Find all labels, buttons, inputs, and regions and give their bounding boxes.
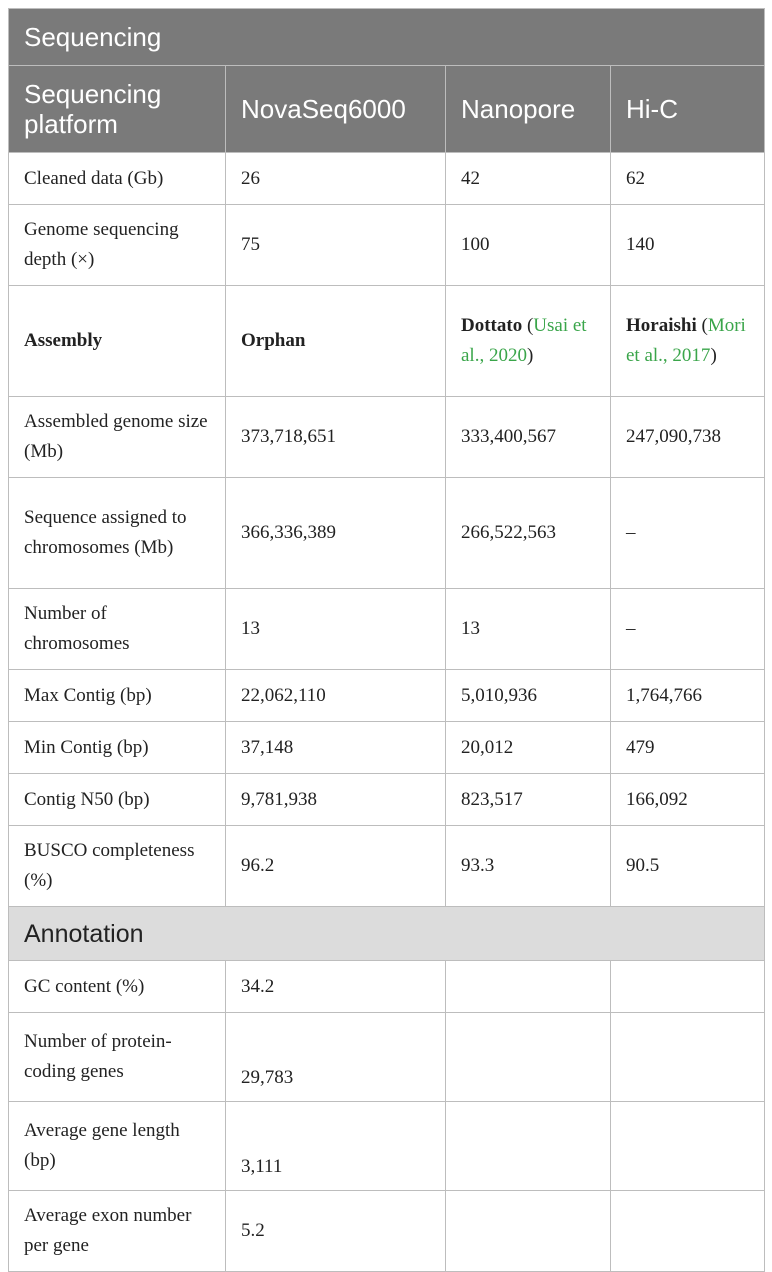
citation-link[interactable]: Mori et al., 2017 <box>626 315 746 366</box>
cell-empty <box>446 961 611 1013</box>
cell-value: 34.2 <box>226 961 446 1013</box>
row-label: Assembled genome size (Mb) <box>9 397 226 478</box>
cell-value: 140 <box>611 205 765 286</box>
cell-value: 13 <box>446 589 611 670</box>
citation-link[interactable]: Usai et al., 2020 <box>461 315 587 366</box>
assembly-row <box>9 286 765 397</box>
row-label: Number of chromosomes <box>9 589 226 670</box>
header-novaseq: NovaSeq6000 <box>226 66 446 153</box>
cell-value: 1,764,766 <box>611 670 765 722</box>
cell-value: – <box>611 478 765 589</box>
cell-value: 29,783 <box>226 1013 446 1102</box>
cell-value: 366,336,389 <box>226 478 446 589</box>
cell-value: Dottato (Usai et al., 2020) <box>446 286 611 397</box>
cell-value: 20,012 <box>446 722 611 774</box>
row-label: Number of protein-coding genes <box>9 1013 226 1102</box>
header-row <box>9 66 765 153</box>
cell-value: 247,090,738 <box>611 397 765 478</box>
cell-value: 42 <box>446 153 611 205</box>
row-label: Contig N50 (bp) <box>9 774 226 826</box>
table-row <box>9 722 765 774</box>
cell-value: 166,092 <box>611 774 765 826</box>
cell-value: 5.2 <box>226 1191 446 1272</box>
section-row-sequencing <box>9 9 765 66</box>
cell-value: Horaishi (Mori et al., 2017) <box>611 286 765 397</box>
table-row <box>9 478 765 589</box>
row-label: Cleaned data (Gb) <box>9 153 226 205</box>
table-row <box>9 826 765 907</box>
row-label: Max Contig (bp) <box>9 670 226 722</box>
cell-value: 5,010,936 <box>446 670 611 722</box>
cell-empty <box>446 1191 611 1272</box>
cell-value: 333,400,567 <box>446 397 611 478</box>
row-label: Assembly <box>9 286 226 397</box>
section-title-sequencing: Sequencing <box>9 9 765 66</box>
table-row <box>9 397 765 478</box>
cell-value: 373,718,651 <box>226 397 446 478</box>
table-row <box>9 205 765 286</box>
cell-value: 13 <box>226 589 446 670</box>
cell-value: 9,781,938 <box>226 774 446 826</box>
header-platform-label: Sequencing platform <box>9 66 226 153</box>
cell-value: 96.2 <box>226 826 446 907</box>
table-row <box>9 670 765 722</box>
section-row-annotation <box>9 907 765 961</box>
table-row <box>9 1191 765 1272</box>
assembly-name: Dottato <box>461 315 523 336</box>
row-label: BUSCO completeness (%) <box>9 826 226 907</box>
cell-empty <box>611 1102 765 1191</box>
cell-value: 37,148 <box>226 722 446 774</box>
genome-stats-table <box>8 8 765 1272</box>
row-label: Genome sequencing depth (×) <box>9 205 226 286</box>
row-label: GC content (%) <box>9 961 226 1013</box>
cell-empty <box>446 1013 611 1102</box>
assembly-name: Horaishi <box>626 315 697 336</box>
cell-value: 100 <box>446 205 611 286</box>
cell-value: Orphan <box>226 286 446 397</box>
header-hic: Hi-C <box>611 66 765 153</box>
cell-empty <box>611 1013 765 1102</box>
header-nanopore: Nanopore <box>446 66 611 153</box>
table-row <box>9 589 765 670</box>
row-label: Average gene length (bp) <box>9 1102 226 1191</box>
cell-value: 90.5 <box>611 826 765 907</box>
cell-value: 266,522,563 <box>446 478 611 589</box>
cell-value: 22,062,110 <box>226 670 446 722</box>
table-row <box>9 1013 765 1102</box>
cell-value: 823,517 <box>446 774 611 826</box>
table-row <box>9 774 765 826</box>
table-row <box>9 153 765 205</box>
cell-value: 3,111 <box>226 1102 446 1191</box>
cell-value: 26 <box>226 153 446 205</box>
cell-empty <box>446 1102 611 1191</box>
table-row <box>9 1102 765 1191</box>
table-row <box>9 961 765 1013</box>
cell-value: 75 <box>226 205 446 286</box>
row-label: Min Contig (bp) <box>9 722 226 774</box>
row-label: Sequence assigned to chromosomes (Mb) <box>9 478 226 589</box>
cell-value: 93.3 <box>446 826 611 907</box>
row-label: Average exon number per gene <box>9 1191 226 1272</box>
cell-empty <box>611 961 765 1013</box>
section-title-annotation: Annotation <box>9 907 765 961</box>
cell-empty <box>611 1191 765 1272</box>
cell-value: 479 <box>611 722 765 774</box>
cell-value: 62 <box>611 153 765 205</box>
cell-value: – <box>611 589 765 670</box>
